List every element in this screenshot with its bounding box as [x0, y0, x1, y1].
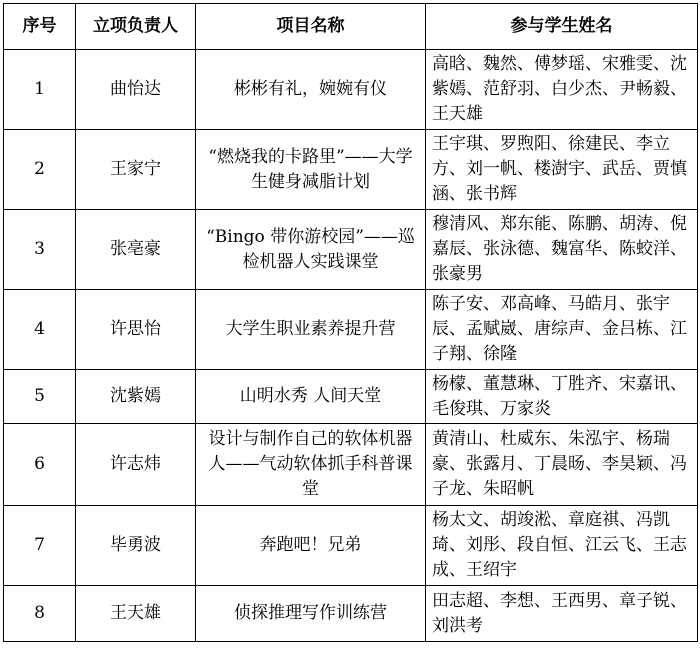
- cell-leader: 沈紫嫣: [76, 370, 196, 424]
- cell-seq: 1: [4, 50, 76, 130]
- cell-seq: 8: [4, 586, 76, 642]
- table-row: [4, 506, 698, 586]
- cell-members: 黄清山、杜威东、朱泓宇、杨瑞豪、张露月、丁晨旸、李昊颖、冯子龙、朱昭帆: [426, 424, 698, 506]
- table-row: [4, 586, 698, 642]
- cell-project: 侦探推理写作训练营: [196, 586, 426, 642]
- header-seq: 序号: [4, 4, 76, 50]
- header-members: 参与学生姓名: [426, 4, 698, 50]
- cell-project: “燃烧我的卡路里”——大学生健身减脂计划: [196, 130, 426, 210]
- cell-project: 彬彬有礼，婉婉有仪: [196, 50, 426, 130]
- cell-leader: 张亳豪: [76, 210, 196, 290]
- table-row: [4, 130, 698, 210]
- cell-members: 穆清风、郑东能、陈鹏、胡涛、倪嘉辰、张泳德、魏富华、陈蛟洋、张豪男: [426, 210, 698, 290]
- cell-leader: 毕勇波: [76, 506, 196, 586]
- header-leader: 立项负责人: [76, 4, 196, 50]
- cell-members: 王宇琪、罗煦阳、徐建民、李立方、刘一帆、楼澍宇、武岳、贾慎涵、张书辉: [426, 130, 698, 210]
- cell-members: 田志超、李想、王西男、章子锐、刘洪考: [426, 586, 698, 642]
- cell-members: 杨太文、胡竣淞、章庭祺、冯凯琦、刘彤、段自恒、江云飞、王志成、王绍宇: [426, 506, 698, 586]
- cell-leader: 王天雄: [76, 586, 196, 642]
- cell-leader: 曲怡达: [76, 50, 196, 130]
- cell-project: 奔跑吧！兄弟: [196, 506, 426, 586]
- cell-seq: 7: [4, 506, 76, 586]
- project-roster-table: [3, 3, 698, 642]
- header-project: 项目名称: [196, 4, 426, 50]
- table-row: [4, 50, 698, 130]
- header-row: [4, 4, 698, 50]
- cell-leader: 许志炜: [76, 424, 196, 506]
- cell-seq: 2: [4, 130, 76, 210]
- table-body: [4, 50, 698, 642]
- cell-project: 大学生职业素养提升营: [196, 290, 426, 370]
- cell-seq: 5: [4, 370, 76, 424]
- cell-seq: 3: [4, 210, 76, 290]
- cell-seq: 6: [4, 424, 76, 506]
- table-row: [4, 210, 698, 290]
- table-row: [4, 370, 698, 424]
- cell-members: 陈子安、邓高峰、马皓月、张宇辰、孟赋崴、唐综声、金吕栋、江子翔、徐隆: [426, 290, 698, 370]
- table-row: [4, 290, 698, 370]
- cell-leader: 许思怡: [76, 290, 196, 370]
- cell-seq: 4: [4, 290, 76, 370]
- cell-project: 山明水秀 人间天堂: [196, 370, 426, 424]
- table-header: [4, 4, 698, 50]
- cell-project: “Bingo 带你游校园”——巡检机器人实践课堂: [196, 210, 426, 290]
- cell-members: 高晗、魏然、傅梦瑶、宋雅雯、沈紫嫣、范舒羽、白少杰、尹畅毅、王天雄: [426, 50, 698, 130]
- cell-project: 设计与制作自己的软体机器人——气动软体抓手科普课堂: [196, 424, 426, 506]
- cell-members: 杨檬、董慧琳、丁胜齐、宋嘉讯、毛俊琪、万家炎: [426, 370, 698, 424]
- cell-leader: 王家宁: [76, 130, 196, 210]
- table-row: [4, 424, 698, 506]
